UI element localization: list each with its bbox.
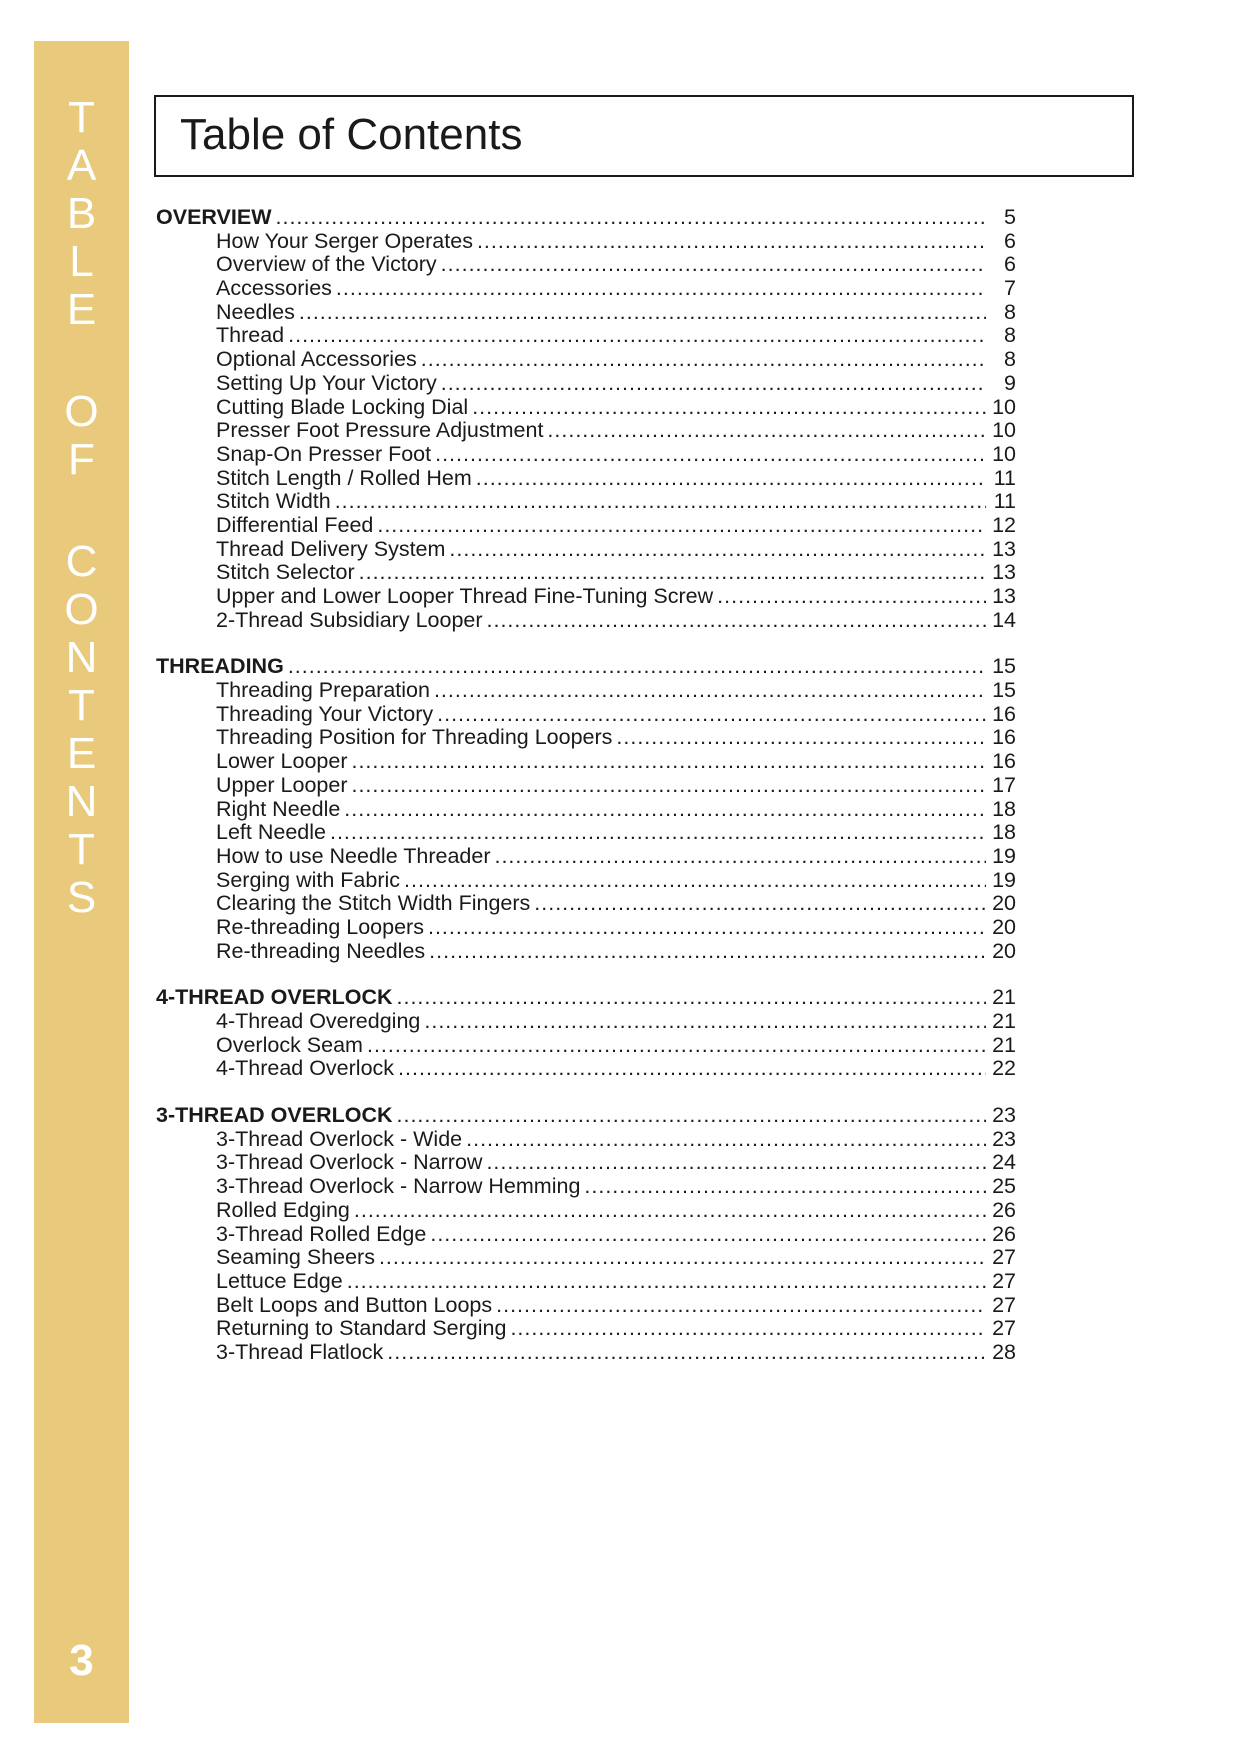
side-tab-letter: L bbox=[69, 237, 94, 286]
dot-leader bbox=[434, 679, 986, 703]
toc-section-heading[interactable] bbox=[156, 206, 1016, 230]
toc-entry-label: Lettuce Edge bbox=[216, 1268, 343, 1293]
toc-entry-page-number: 16 bbox=[992, 701, 1016, 726]
dot-leader bbox=[547, 419, 986, 443]
toc-entry[interactable] bbox=[156, 348, 1016, 372]
toc-entry-label: How to use Needle Threader bbox=[216, 843, 491, 868]
toc-entry-page-number: 19 bbox=[992, 843, 1016, 868]
dot-leader bbox=[496, 1294, 986, 1318]
dot-leader bbox=[379, 1246, 986, 1270]
toc-entry-label: Differential Feed bbox=[216, 512, 374, 537]
toc-entry[interactable] bbox=[156, 726, 1016, 750]
dot-leader bbox=[494, 845, 986, 869]
toc-entry-label: Re-threading Needles bbox=[216, 938, 426, 963]
toc-entry-label: Thread Delivery System bbox=[216, 536, 446, 561]
toc-entry[interactable] bbox=[156, 324, 1016, 348]
toc-entry-page-number: 15 bbox=[992, 678, 1016, 703]
dot-leader bbox=[487, 609, 986, 633]
toc-entry-page-number: 13 bbox=[992, 584, 1016, 608]
toc-entry-page-number: 20 bbox=[992, 938, 1016, 963]
toc-entry[interactable] bbox=[156, 845, 1016, 869]
toc-entry[interactable] bbox=[156, 1223, 1016, 1247]
toc-entry-page-number: 14 bbox=[992, 607, 1016, 632]
side-tab-letter: B bbox=[66, 189, 97, 238]
toc-entry-page-number: 21 bbox=[992, 1009, 1016, 1033]
dot-leader bbox=[359, 561, 986, 585]
dot-leader bbox=[397, 1104, 986, 1128]
toc-entry-page-number: 8 bbox=[1004, 323, 1016, 348]
dot-leader bbox=[347, 1270, 986, 1294]
toc-entry-label: Accessories bbox=[216, 276, 332, 301]
toc-entry-label: Re-threading Loopers bbox=[216, 914, 424, 939]
toc-entry[interactable] bbox=[156, 1151, 1016, 1175]
dot-leader bbox=[288, 324, 986, 348]
toc-entry-label: Rolled Edging bbox=[216, 1197, 350, 1222]
toc-entry[interactable] bbox=[156, 892, 1016, 916]
toc-entry-page-number: 25 bbox=[992, 1174, 1016, 1199]
dot-leader bbox=[377, 514, 986, 538]
dot-leader bbox=[717, 585, 986, 609]
side-tab-letter: F bbox=[68, 435, 95, 484]
dot-leader bbox=[435, 443, 986, 467]
toc-section-heading-label: 4-THREAD OVERLOCK bbox=[156, 985, 393, 1010]
toc-entry-page-number: 27 bbox=[992, 1245, 1016, 1270]
dot-leader bbox=[441, 372, 986, 396]
toc-section-heading[interactable] bbox=[156, 986, 1016, 1010]
toc-section bbox=[156, 1104, 1016, 1365]
toc-entry[interactable] bbox=[156, 1010, 1016, 1034]
toc-entry-page-number: 24 bbox=[992, 1150, 1016, 1175]
dot-leader bbox=[336, 277, 986, 301]
toc-entry[interactable] bbox=[156, 277, 1016, 301]
toc-entry-label: 3-Thread Overlock - Narrow bbox=[216, 1150, 483, 1175]
dot-leader bbox=[398, 1057, 986, 1081]
side-tab-letter: O bbox=[64, 585, 99, 634]
dot-leader bbox=[387, 1341, 986, 1365]
toc-entry-label: 2-Thread Subsidiary Looper bbox=[216, 607, 483, 632]
toc-entry[interactable] bbox=[156, 419, 1016, 443]
toc-entry[interactable] bbox=[156, 869, 1016, 893]
toc-entry-label: 3-Thread Overlock - Narrow Hemming bbox=[216, 1174, 581, 1199]
dot-leader bbox=[449, 538, 986, 562]
side-tab-letter: T bbox=[68, 681, 95, 730]
toc-entry[interactable] bbox=[156, 1294, 1016, 1318]
dot-leader bbox=[466, 1128, 986, 1152]
toc-entry-label: Threading Your Victory bbox=[216, 701, 434, 726]
toc-entry-label: Cutting Blade Locking Dial bbox=[216, 394, 469, 419]
toc-section-heading-page-number: 21 bbox=[992, 985, 1016, 1010]
toc-entry-page-number: 22 bbox=[992, 1056, 1016, 1081]
toc-entry-label: 3-Thread Overlock - Wide bbox=[216, 1126, 463, 1151]
toc-entry-label: Threading Position for Threading Loopers bbox=[216, 725, 613, 750]
toc-section-heading[interactable] bbox=[156, 655, 1016, 679]
side-tab-letter: A bbox=[66, 141, 97, 190]
table-of-contents bbox=[156, 206, 1016, 1388]
toc-entry[interactable] bbox=[156, 679, 1016, 703]
toc-entry[interactable] bbox=[156, 301, 1016, 325]
toc-entry-page-number: 27 bbox=[992, 1268, 1016, 1293]
toc-entry[interactable] bbox=[156, 1199, 1016, 1223]
toc-entry[interactable] bbox=[156, 1341, 1016, 1365]
toc-entry-page-number: 23 bbox=[992, 1126, 1016, 1151]
toc-entry[interactable] bbox=[156, 443, 1016, 467]
toc-section-heading-page-number: 15 bbox=[992, 654, 1016, 679]
toc-entry[interactable] bbox=[156, 1270, 1016, 1294]
dot-leader bbox=[397, 986, 986, 1010]
dot-leader bbox=[351, 750, 986, 774]
dot-leader bbox=[429, 940, 986, 964]
toc-entry-page-number: 13 bbox=[992, 560, 1016, 585]
toc-entry-page-number: 8 bbox=[1004, 299, 1016, 324]
toc-entry[interactable] bbox=[156, 916, 1016, 940]
side-tab-letter: N bbox=[65, 633, 98, 682]
dot-leader bbox=[354, 1199, 986, 1223]
toc-entry[interactable] bbox=[156, 585, 1016, 609]
dot-leader bbox=[421, 348, 986, 372]
toc-entry-page-number: 10 bbox=[992, 394, 1016, 419]
toc-entry-page-number: 16 bbox=[992, 749, 1016, 774]
toc-entry-label: 4-Thread Overlock bbox=[216, 1056, 395, 1081]
side-tab-letter: O bbox=[64, 387, 99, 436]
toc-entry[interactable] bbox=[156, 490, 1016, 514]
toc-entry-label: Overlock Seam bbox=[216, 1032, 363, 1057]
side-tab-letter: T bbox=[68, 825, 95, 874]
side-tab-letter: C bbox=[65, 537, 98, 586]
toc-entry[interactable] bbox=[156, 609, 1016, 633]
toc-entry-label: Upper and Lower Looper Thread Fine-Tuning Screw bbox=[216, 584, 714, 608]
toc-entry[interactable] bbox=[156, 940, 1016, 964]
side-tab bbox=[34, 41, 129, 1723]
toc-entry-label: Stitch Width bbox=[216, 489, 331, 514]
toc-entry-page-number: 20 bbox=[992, 891, 1016, 916]
toc-entry-page-number: 21 bbox=[992, 1032, 1016, 1057]
toc-entry[interactable] bbox=[156, 1128, 1016, 1152]
toc-entry-page-number: 9 bbox=[1004, 370, 1016, 395]
toc-entry[interactable] bbox=[156, 538, 1016, 562]
dot-leader bbox=[351, 774, 986, 798]
toc-section bbox=[156, 655, 1016, 963]
toc-entry-page-number: 10 bbox=[992, 441, 1016, 466]
toc-entry-page-number: 19 bbox=[992, 867, 1016, 892]
toc-entry-label: Upper Looper bbox=[216, 772, 348, 797]
toc-entry-label: 4-Thread Overedging bbox=[216, 1009, 421, 1033]
toc-entry-page-number: 18 bbox=[992, 796, 1016, 821]
toc-entry-label: Stitch Selector bbox=[216, 560, 355, 585]
toc-entry[interactable] bbox=[156, 230, 1016, 254]
dot-leader bbox=[367, 1034, 986, 1058]
toc-entry-label: Left Needle bbox=[216, 820, 326, 845]
toc-entry-label: Lower Looper bbox=[216, 749, 348, 774]
dot-leader bbox=[424, 1010, 986, 1034]
toc-section-heading-label: OVERVIEW bbox=[156, 205, 272, 229]
toc-entry-page-number: 16 bbox=[992, 725, 1016, 750]
toc-entry-page-number: 18 bbox=[992, 820, 1016, 845]
title-box bbox=[154, 95, 1134, 177]
toc-entry[interactable] bbox=[156, 774, 1016, 798]
dot-leader bbox=[534, 892, 986, 916]
dot-leader bbox=[437, 703, 986, 727]
toc-entry-page-number: 26 bbox=[992, 1221, 1016, 1246]
toc-entry[interactable] bbox=[156, 561, 1016, 585]
toc-entry[interactable] bbox=[156, 703, 1016, 727]
toc-entry-page-number: 27 bbox=[992, 1316, 1016, 1341]
dot-leader bbox=[404, 869, 986, 893]
dot-leader bbox=[330, 821, 986, 845]
dot-leader bbox=[335, 490, 986, 514]
toc-entry-label: Presser Foot Pressure Adjustment bbox=[216, 418, 544, 443]
toc-entry-label: Overview of the Victory bbox=[216, 252, 437, 277]
toc-entry-page-number: 7 bbox=[1004, 276, 1016, 301]
toc-entry-label: Clearing the Stitch Width Fingers bbox=[216, 891, 531, 916]
toc-entry[interactable] bbox=[156, 821, 1016, 845]
toc-entry[interactable] bbox=[156, 1175, 1016, 1199]
dot-leader bbox=[299, 301, 986, 325]
toc-entry[interactable] bbox=[156, 253, 1016, 277]
dot-leader bbox=[510, 1317, 986, 1341]
toc-entry[interactable] bbox=[156, 514, 1016, 538]
toc-entry-label: How Your Serger Operates bbox=[216, 228, 473, 253]
toc-entry[interactable] bbox=[156, 1246, 1016, 1270]
toc-entry-page-number: 6 bbox=[1004, 252, 1016, 277]
dot-leader bbox=[430, 1223, 986, 1247]
toc-entry-page-number: 17 bbox=[992, 772, 1016, 797]
toc-entry-page-number: 12 bbox=[992, 512, 1016, 537]
toc-entry-label: Seaming Sheers bbox=[216, 1245, 375, 1270]
toc-entry-label: Serging with Fabric bbox=[216, 867, 401, 892]
toc-entry-page-number: 8 bbox=[1004, 347, 1016, 372]
dot-leader bbox=[486, 1151, 986, 1175]
toc-entry[interactable] bbox=[156, 467, 1016, 491]
dot-leader bbox=[344, 798, 986, 822]
toc-entry-label: Setting Up Your Victory bbox=[216, 370, 437, 395]
dot-leader bbox=[428, 916, 986, 940]
toc-entry-page-number: 10 bbox=[992, 418, 1016, 443]
toc-entry-page-number: 28 bbox=[992, 1339, 1016, 1364]
toc-entry-page-number: 20 bbox=[992, 914, 1016, 939]
toc-section-heading-label: 3-THREAD OVERLOCK bbox=[156, 1103, 393, 1128]
toc-entry-label: Snap-On Presser Foot bbox=[216, 441, 432, 466]
toc-entry-label: Belt Loops and Button Loops bbox=[216, 1292, 493, 1317]
toc-entry-page-number: 26 bbox=[992, 1197, 1016, 1222]
side-tab-letter: N bbox=[65, 777, 98, 826]
toc-entry-page-number: 11 bbox=[993, 465, 1016, 490]
toc-entry-page-number: 13 bbox=[992, 536, 1016, 561]
toc-section-heading[interactable] bbox=[156, 1104, 1016, 1128]
toc-entry-page-number: 6 bbox=[1004, 228, 1016, 253]
toc-entry-label: Returning to Standard Serging bbox=[216, 1316, 507, 1341]
toc-entry-label: 3-Thread Flatlock bbox=[216, 1339, 384, 1364]
dot-leader bbox=[441, 253, 986, 277]
dot-leader bbox=[288, 655, 986, 679]
dot-leader bbox=[477, 230, 986, 254]
side-tab-letter: T bbox=[68, 93, 95, 142]
toc-entry-label: Right Needle bbox=[216, 796, 341, 821]
side-tab-letter: E bbox=[66, 729, 97, 778]
toc-entry[interactable] bbox=[156, 372, 1016, 396]
toc-section bbox=[156, 206, 1016, 632]
toc-entry[interactable] bbox=[156, 396, 1016, 420]
toc-entry[interactable] bbox=[156, 1057, 1016, 1081]
side-tab-letter: S bbox=[66, 873, 97, 922]
toc-entry-label: Optional Accessories bbox=[216, 347, 417, 372]
toc-entry-label: 3-Thread Rolled Edge bbox=[216, 1221, 427, 1246]
dot-leader bbox=[472, 396, 986, 420]
side-tab-letter: E bbox=[66, 285, 97, 334]
toc-section-heading-page-number: 5 bbox=[1004, 205, 1016, 229]
toc-entry-label: Threading Preparation bbox=[216, 678, 430, 703]
toc-entry-page-number: 27 bbox=[992, 1292, 1016, 1317]
toc-entry-page-number: 11 bbox=[993, 489, 1016, 514]
toc-entry[interactable] bbox=[156, 1317, 1016, 1341]
toc-entry[interactable] bbox=[156, 1034, 1016, 1058]
dot-leader bbox=[616, 726, 986, 750]
toc-section bbox=[156, 986, 1016, 1081]
toc-entry[interactable] bbox=[156, 750, 1016, 774]
page-title: Table of Contents bbox=[180, 110, 523, 159]
toc-entry-label: Thread bbox=[216, 323, 285, 348]
toc-entry-label: Needles bbox=[216, 299, 295, 324]
dot-leader bbox=[584, 1175, 986, 1199]
toc-entry[interactable] bbox=[156, 798, 1016, 822]
dot-leader bbox=[476, 467, 986, 491]
page-number: 3 bbox=[69, 1636, 94, 1685]
toc-section-heading-page-number: 23 bbox=[992, 1103, 1016, 1128]
toc-section-heading-label: THREADING bbox=[156, 654, 284, 679]
dot-leader bbox=[276, 206, 987, 230]
toc-entry-label: Stitch Length / Rolled Hem bbox=[216, 465, 472, 490]
